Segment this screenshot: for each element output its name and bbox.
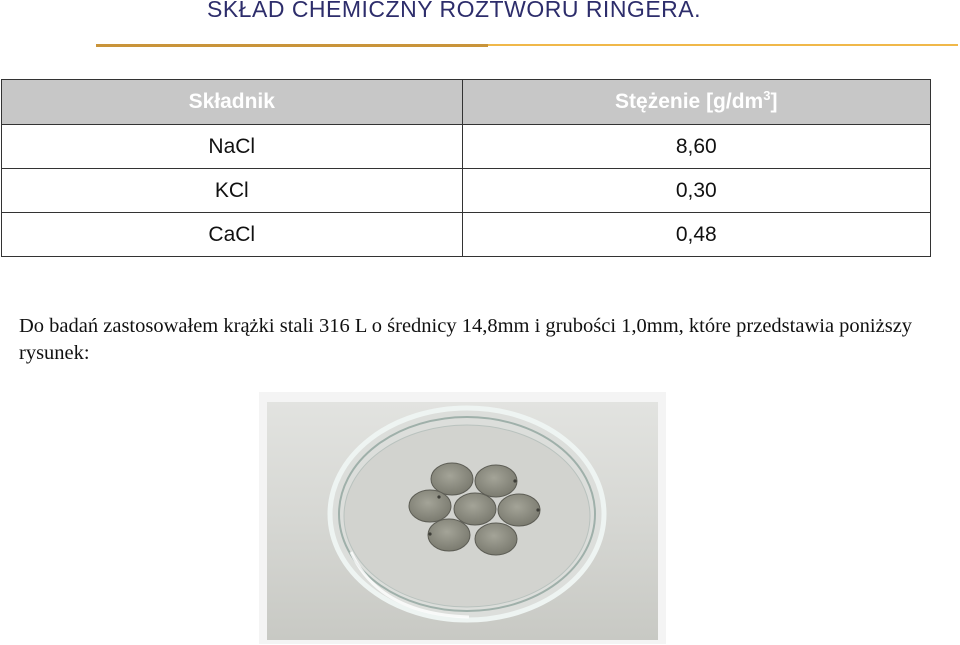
title-underline-light	[488, 44, 958, 46]
steel-disc	[428, 519, 470, 551]
title-underline-dark	[96, 44, 488, 47]
row-value: 0,30	[462, 169, 930, 213]
disc-hole	[428, 532, 431, 535]
row-component: CaCl	[2, 213, 463, 257]
row-value: 0,48	[462, 213, 930, 257]
slide-title: SKŁAD CHEMICZNY ROZTWORU RINGERA.	[207, 0, 701, 22]
disc-hole	[536, 508, 539, 511]
petri-dish-icon	[259, 392, 666, 644]
steel-disc	[454, 493, 496, 525]
disc-hole	[513, 479, 516, 482]
header-concentration	[462, 80, 930, 125]
row-component: KCl	[2, 169, 463, 213]
steel-disc	[475, 523, 517, 555]
steel-disc	[498, 494, 540, 526]
description-paragraph: Do badań zastosowałem krążki stali 316 L o średnicy 14,8mm i grubości 1,0mm, które przedstawia poniższy rysunek:	[19, 315, 913, 364]
table-row	[2, 169, 931, 213]
header-concentration-bracket: ]	[770, 90, 778, 113]
disc-hole	[437, 495, 440, 498]
header-concentration-text: Stężenie [g/dm	[615, 90, 764, 113]
steel-disc	[409, 490, 451, 522]
petri-dish-photo	[259, 392, 666, 644]
ringer-composition-table	[1, 79, 931, 257]
table-header-row	[2, 80, 931, 125]
header-component: Składnik	[2, 80, 463, 125]
row-value: 8,60	[462, 125, 930, 169]
table-row	[2, 213, 931, 257]
steel-disc	[475, 465, 517, 497]
steel-disc	[431, 463, 473, 495]
header-concentration-superscript: 3	[763, 88, 771, 103]
row-component: NaCl	[2, 125, 463, 169]
table-row	[2, 125, 931, 169]
